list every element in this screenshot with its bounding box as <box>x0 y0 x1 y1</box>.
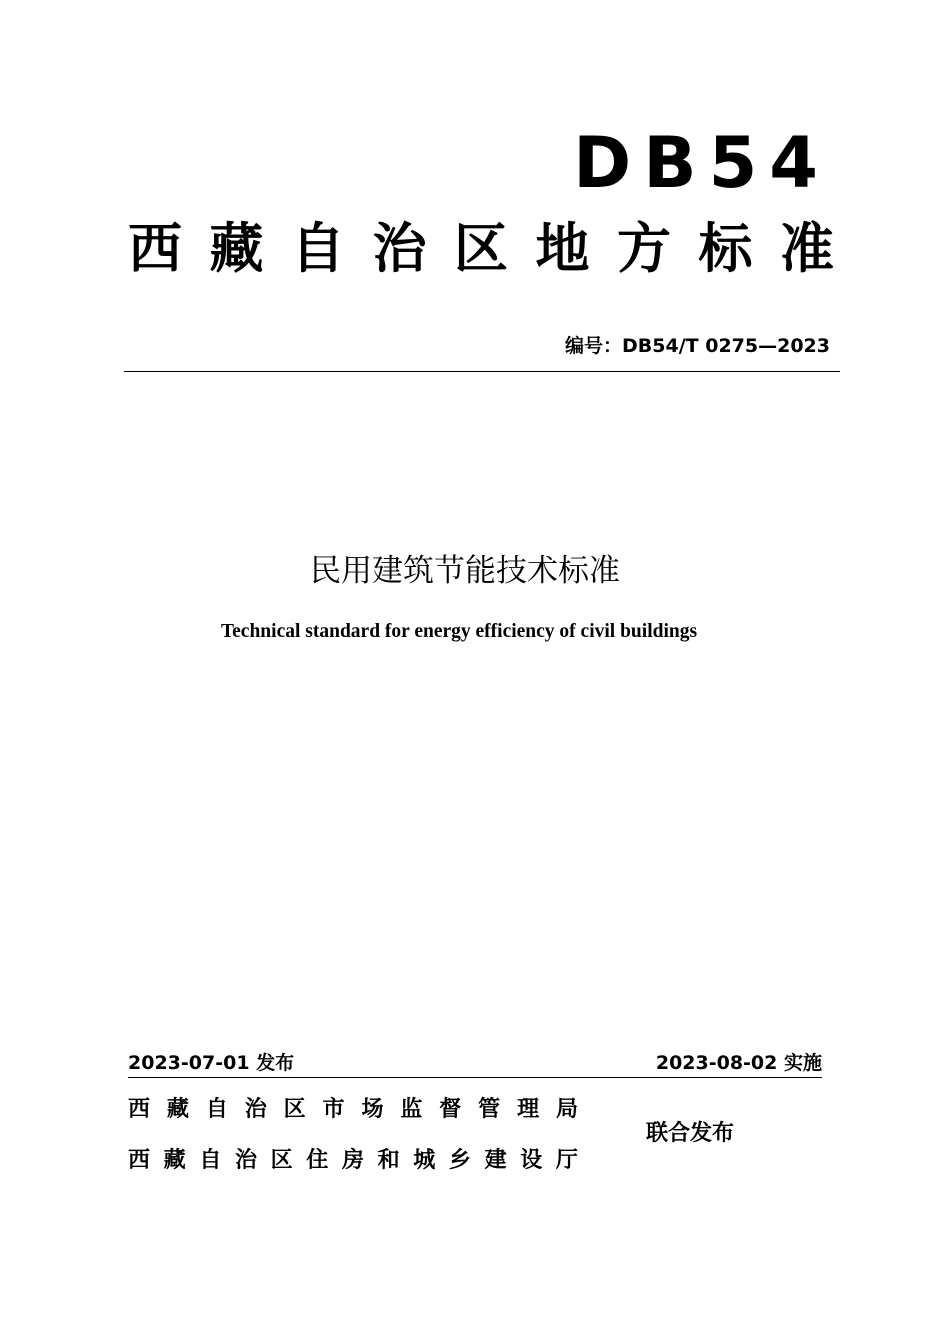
heading-char: 自 <box>199 1148 222 1173</box>
heading-char: 场 <box>361 1097 384 1122</box>
heading-char: 监 <box>400 1097 423 1122</box>
heading-char: 标 <box>698 217 753 280</box>
heading-char: 区 <box>283 1097 306 1122</box>
document-title-chinese: 民用建筑节能技术标准 <box>310 553 620 589</box>
standard-type-title <box>128 217 834 280</box>
heading-char: 治 <box>244 1097 267 1122</box>
heading-char: 地 <box>535 217 590 280</box>
heading-char: 建 <box>484 1148 507 1173</box>
heading-char: 区 <box>270 1148 293 1173</box>
heading-char: 管 <box>478 1097 501 1122</box>
heading-char: 自 <box>291 217 345 280</box>
heading-char: 和 <box>377 1148 400 1173</box>
heading-char: 局 <box>555 1097 578 1122</box>
heading-char: 区 <box>454 217 508 280</box>
bottom-divider <box>128 1077 822 1078</box>
heading-char: 治 <box>234 1148 257 1173</box>
heading-char: 藏 <box>163 1148 186 1173</box>
heading-char: 西 <box>128 1097 151 1122</box>
heading-char: 西 <box>128 1148 151 1173</box>
publisher-market-supervision <box>128 1099 578 1121</box>
heading-char: 住 <box>306 1148 329 1173</box>
heading-char: 理 <box>517 1097 540 1122</box>
heading-char: 厅 <box>555 1148 578 1173</box>
issue-date: 2023-07-01 发布 <box>128 1052 295 1074</box>
heading-char: 房 <box>341 1148 364 1173</box>
implementation-date: 2023-08-02 实施 <box>655 1052 822 1074</box>
standard-number: 编号：DB54/T 0275—2023 <box>565 335 830 357</box>
heading-char: 准 <box>780 217 834 280</box>
heading-char: 自 <box>205 1097 228 1122</box>
heading-char: 西 <box>128 217 182 280</box>
document-title-english: Technical standard for energy efficiency of civil buildings <box>220 621 698 642</box>
heading-char: 乡 <box>448 1148 471 1173</box>
heading-char: 督 <box>439 1097 462 1122</box>
publisher-housing-construction <box>128 1150 578 1172</box>
heading-char: 方 <box>617 217 671 280</box>
heading-char: 城 <box>413 1148 436 1173</box>
joint-issue-label: 联合发布 <box>646 1121 735 1146</box>
top-divider <box>124 371 840 372</box>
heading-char: 市 <box>322 1097 345 1122</box>
heading-char: 藏 <box>209 217 264 280</box>
heading-char: 设 <box>520 1148 543 1173</box>
heading-char: 治 <box>372 217 427 280</box>
standard-code: DB54 <box>573 122 830 204</box>
heading-char: 藏 <box>166 1097 189 1122</box>
